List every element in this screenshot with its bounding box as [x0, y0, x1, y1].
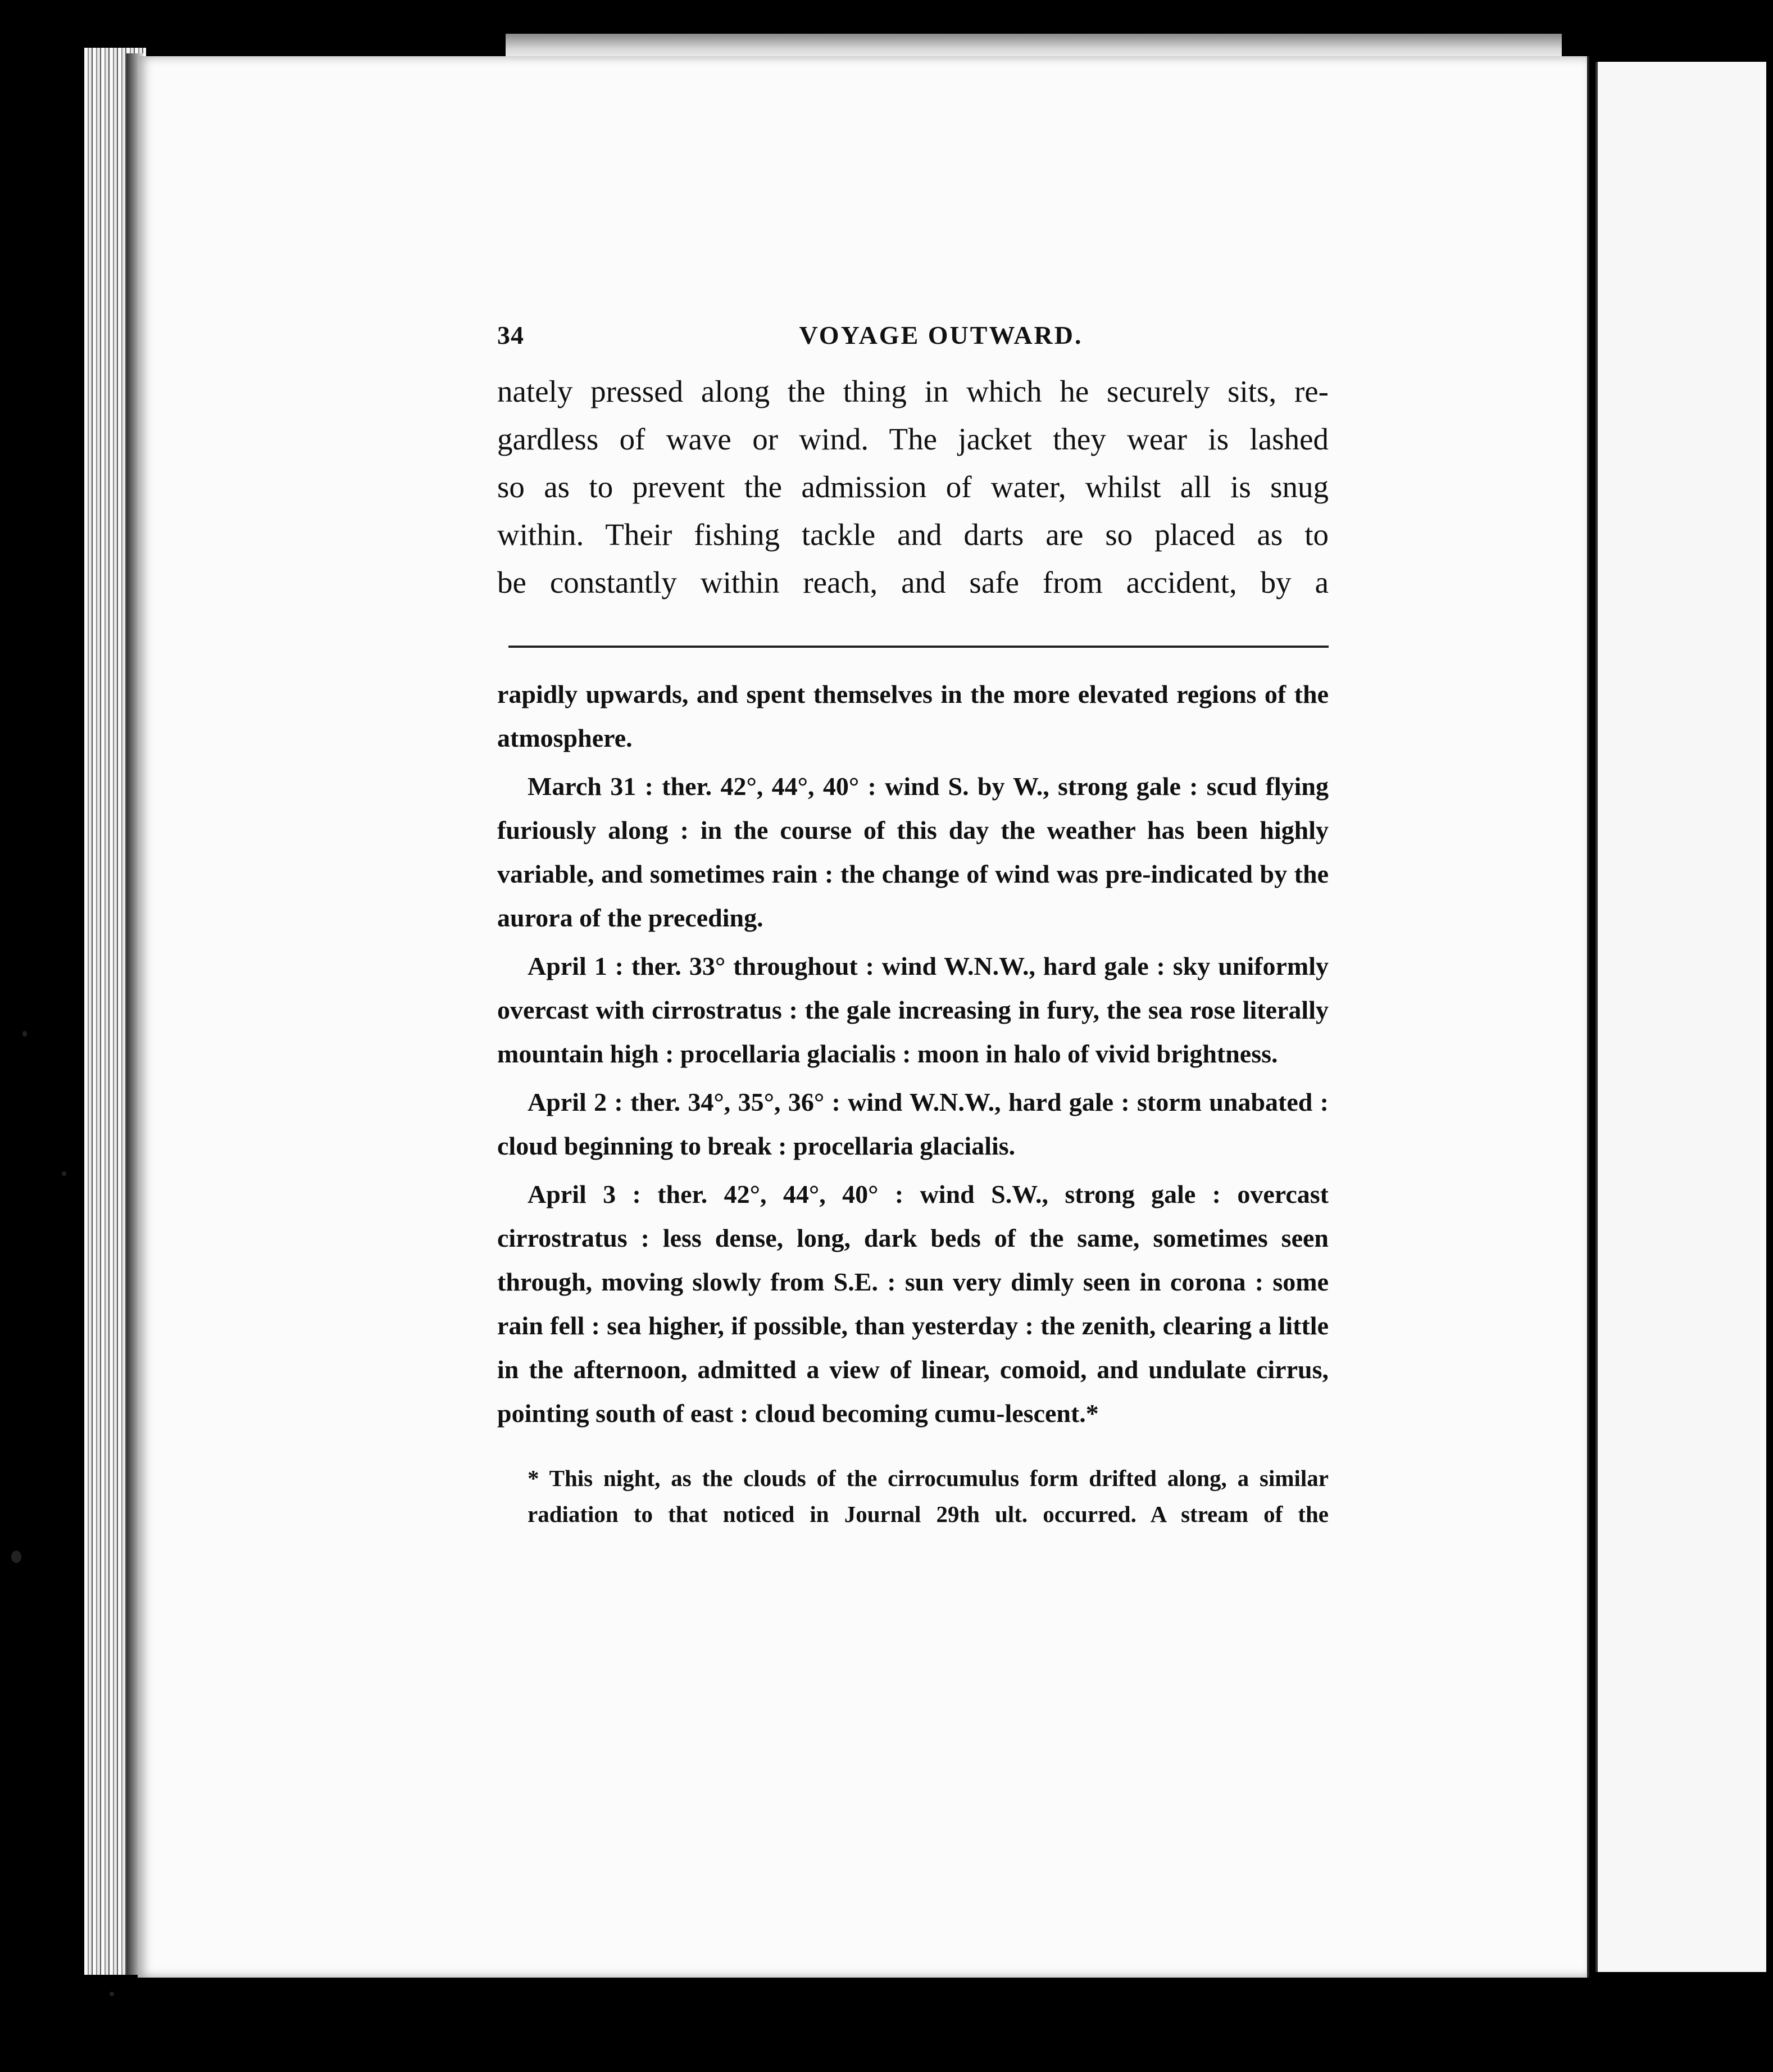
journal-entry-april-2: April 2 : ther. 34°, 35°, 36° : wind W.N.W., hard gale : storm unabated : cloud beginning to break : procellaria glacialis. — [497, 1088, 1329, 1160]
page-number: 34 — [497, 321, 524, 349]
main-text-line: gardless of wave or wind. The jacket they wear is lashed — [497, 422, 1329, 456]
journal-entry-april-3: April 3 : ther. 42°, 44°, 40° : wind S.W., strong gale : overcast cirrostratus : less dense, long, dark beds of the same, sometimes seen through, moving slowly from S.E. : sun very dimly seen in corona : some rain fell : sea higher, if possible, than yesterday : the zenith, clearing a little in the afternoon, admitted a view of linear, comoid, and undulate cirrus, pointing south of east : cloud becoming cumu-lescent.* — [497, 1180, 1329, 1428]
journal-section — [497, 673, 1329, 1435]
journal-entry-march-31: March 31 : ther. 42°, 44°, 40° : wind S. by W., strong gale : scud flying furiously along : in the course of this day the weather has been highly variable, and sometimes rain : the change of wind was pre-indicated by the aurora of the preceding. — [497, 772, 1329, 932]
running-head — [497, 320, 1329, 360]
main-text-line: so as to prevent the admission of water, whilst all is snug — [497, 470, 1329, 504]
running-head-title: VOYAGE OUTWARD. — [799, 321, 1083, 349]
scan-speck — [11, 1551, 21, 1563]
footnote-line: * This night, as the clouds of the cirrocumulus form drifted along, a similar — [528, 1465, 1329, 1491]
scan-speck — [22, 1031, 27, 1037]
scan-speck — [62, 1171, 66, 1176]
page-text — [497, 320, 1329, 1532]
section-divider — [508, 646, 1329, 648]
journal-entry-april-1: April 1 : ther. 33° throughout : wind W.N.W., hard gale : sky uniformly overcast with cirrostratus : the gale increasing in fury, the sea rose literally mountain high : procellaria glacialis : moon in halo of vivid brightness. — [497, 952, 1329, 1068]
journal-intro: rapidly upwards, and spent themselves in the more elevated regions of the atmosphere. — [497, 680, 1329, 752]
footnote-line: radiation to that noticed in Journal 29th ult. occurred. A stream of the — [528, 1501, 1329, 1527]
main-text — [497, 367, 1329, 606]
facing-page-edge — [1595, 62, 1766, 1972]
main-text-line: within. Their fishing tackle and darts are so placed as to — [497, 517, 1329, 552]
main-text-line: be constantly within reach, and safe from accident, by a — [497, 565, 1329, 599]
main-text-line: nately pressed along the thing in which he securely sits, re- — [497, 374, 1329, 408]
scan-speck — [110, 1992, 114, 1996]
footnote — [497, 1460, 1329, 1532]
